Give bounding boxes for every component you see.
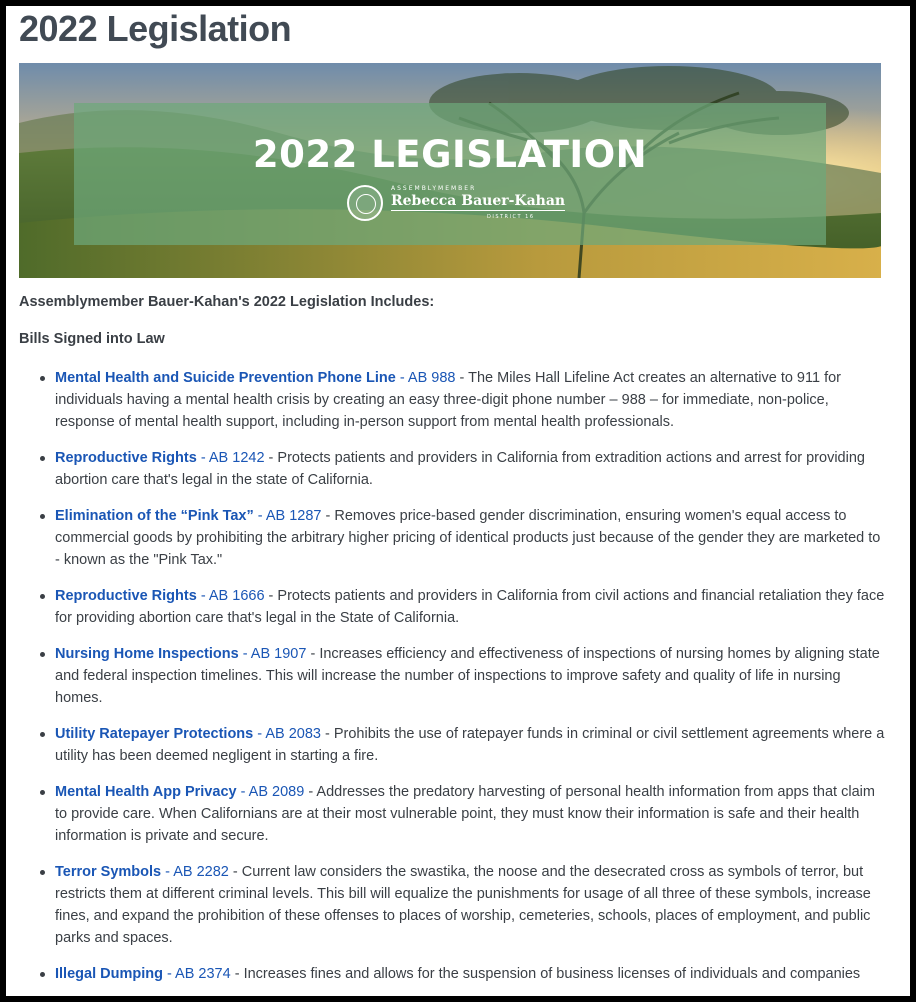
- bill-separator: -: [196, 588, 209, 604]
- bullet-icon: [40, 790, 45, 795]
- bill-item: [19, 781, 889, 847]
- banner-logo: [347, 183, 566, 225]
- bill-separator: -: [304, 784, 317, 800]
- bill-separator: -: [306, 646, 320, 662]
- bill-description: Current law considers the swastika, the noose and the desecrated cross as symbols of terror, but restricts them at different criminal levels. This bill will equalize the punishments for usage of all three of these symbols, increase fines, and expand the prohibition of these offenses to places of worship, cemeteries, schools, places of employment, and public parks and spaces.: [55, 864, 871, 946]
- logo-top-line: ASSEMBLYMEMBER: [391, 185, 477, 192]
- banner-title: 2022 LEGISLATION: [252, 133, 648, 176]
- bill-number-link[interactable]: AB 2282: [173, 864, 229, 880]
- bill-title-link[interactable]: Utility Ratepayer Protections: [55, 726, 254, 742]
- bill-separator: -: [162, 966, 176, 982]
- bill-item: [19, 643, 889, 709]
- bullet-icon: [40, 652, 45, 657]
- logo-name: Rebecca Bauer-Kahan: [391, 193, 566, 209]
- bill-number-link[interactable]: AB 1666: [208, 588, 265, 604]
- bill-item: [19, 723, 889, 767]
- bill-item: [19, 367, 889, 433]
- bill-separator: -: [455, 370, 469, 386]
- logo-district: DISTRICT 16: [487, 214, 535, 220]
- bill-separator: -: [161, 864, 174, 880]
- bill-separator: -: [321, 508, 335, 524]
- bullet-icon: [40, 870, 45, 875]
- bullet-icon: [40, 972, 45, 977]
- bill-separator: -: [395, 370, 408, 386]
- bill-description: Protects patients and providers in California from civil actions and financial retaliation they face for providing abortion care that's legal in the State of California.: [55, 588, 885, 626]
- bill-separator: -: [230, 966, 244, 982]
- bill-separator: -: [236, 784, 249, 800]
- bill-separator: -: [253, 726, 266, 742]
- bill-title-link[interactable]: Reproductive Rights: [55, 588, 197, 604]
- section-heading: Bills Signed into Law: [19, 331, 165, 347]
- bill-item: [19, 447, 889, 491]
- bill-title-link[interactable]: Terror Symbols: [55, 864, 162, 880]
- bill-separator: -: [228, 864, 242, 880]
- bill-description: Prohibits the use of ratepayer funds in criminal or civil settlement agreements where a utility has been deemed negligent in starting a fire.: [55, 726, 885, 764]
- bill-description: Removes price-based gender discrimination, ensuring women's equal access to commercial goods by prohibiting the arbitrary higher pricing of identical products just because of the gender they are marketed to - known as the "Pink Tax.": [55, 508, 881, 568]
- bill-title-link[interactable]: Illegal Dumping: [55, 966, 163, 982]
- page-title: 2022 Legislation: [19, 8, 292, 49]
- bill-number-link[interactable]: AB 2374: [175, 966, 231, 982]
- bill-title-link[interactable]: Elimination of the “Pink Tax”: [55, 508, 254, 524]
- bill-title-link[interactable]: Nursing Home Inspections: [55, 646, 239, 662]
- bill-number-link[interactable]: AB 1287: [265, 508, 322, 524]
- bullet-icon: [40, 594, 45, 599]
- bill-item: [19, 963, 889, 985]
- bill-description: Increases efficiency and effectiveness of inspections of nursing homes by aligning state and federal inspection timelines. This will increase the number of inspections to improve safety and quality of life in nursing homes.: [55, 646, 880, 706]
- bill-title-link[interactable]: Reproductive Rights: [55, 450, 197, 466]
- bullet-icon: [40, 376, 45, 381]
- bill-description: The Miles Hall Lifeline Act creates an alternative to 911 for individuals having a mental health crisis by creating an easy three-digit phone number – 988 – for immediate, non-police, response of mental health support, including in-person support from mental health professionals.: [55, 370, 842, 430]
- bill-number-link[interactable]: AB 1242: [208, 450, 265, 466]
- bill-number-link[interactable]: AB 988: [407, 370, 456, 386]
- intro-text: Assemblymember Bauer-Kahan's 2022 Legislation Includes:: [19, 294, 435, 310]
- bill-description: Increases fines and allows for the suspension of business licenses of individuals and companies: [243, 966, 861, 982]
- state-seal-icon: [347, 185, 383, 221]
- bill-description: Addresses the predatory harvesting of personal health information from apps that claim to provide care. When Californians are at their most vulnerable point, they must know their information is safe and their health information is private and secure.: [55, 784, 875, 844]
- bill-description: Protects patients and providers in California from extradition actions and arrest for providing abortion care that's legal in the state of California.: [55, 450, 865, 488]
- bill-separator: -: [238, 646, 251, 662]
- bill-item: [19, 585, 889, 629]
- bullet-icon: [40, 456, 45, 461]
- bill-number-link[interactable]: AB 2089: [248, 784, 305, 800]
- bill-separator: -: [264, 588, 278, 604]
- bill-item: [19, 861, 889, 949]
- bill-separator: -: [196, 450, 209, 466]
- bill-number-link[interactable]: AB 1907: [250, 646, 307, 662]
- bill-separator: -: [264, 450, 278, 466]
- bill-title-link[interactable]: Mental Health App Privacy: [55, 784, 237, 800]
- legislation-banner: [19, 63, 881, 278]
- bullet-icon: [40, 514, 45, 519]
- bill-list: [19, 367, 889, 999]
- bill-separator: -: [320, 726, 334, 742]
- bill-item: [19, 505, 889, 571]
- bill-number-link[interactable]: AB 2083: [265, 726, 321, 742]
- bullet-icon: [40, 732, 45, 737]
- bill-title-link[interactable]: Mental Health and Suicide Prevention Phone Line: [55, 370, 396, 386]
- bill-separator: -: [253, 508, 266, 524]
